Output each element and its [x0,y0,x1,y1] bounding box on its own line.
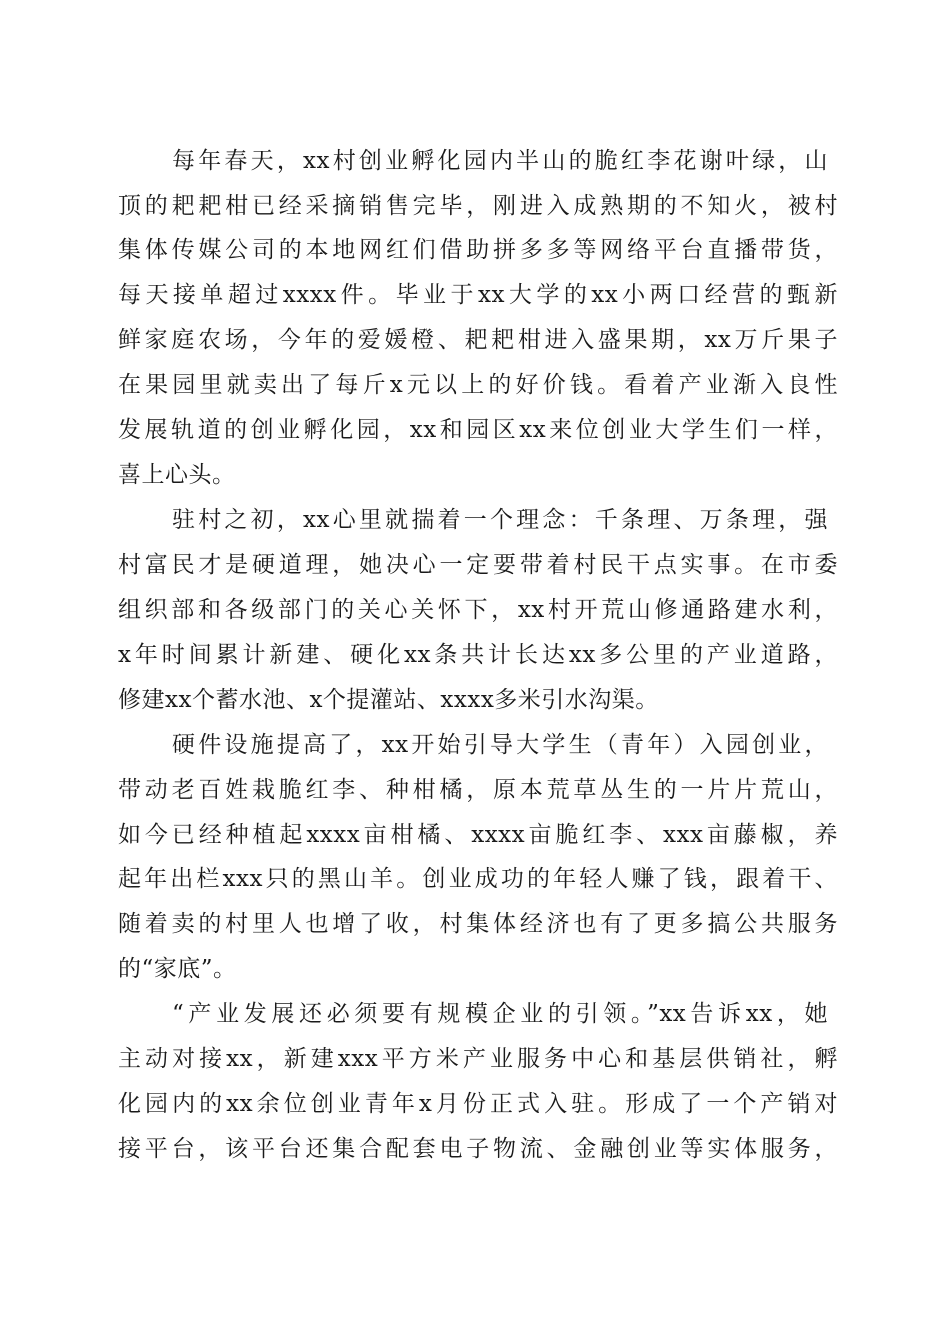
text-line: 每年春天，xx村创业孵化园内半山的脆红李花谢叶绿，山 [172,148,828,174]
text-line: 带动老百姓栽脆红李、种柑橘，原本荒草丛生的一片片荒山， [118,777,838,803]
text-line: 化园内的xx余位创业青年x月份正式入驻。形成了一个产销对 [118,1091,838,1117]
text-line: 随着卖的村里人也增了收，村集体经济也有了更多搞公共服务 [118,911,838,937]
text-line: “产业发展还必须要有规模企业的引领。”xx告诉xx，她 [172,1001,828,1027]
text-line: 顶的耙耙柑已经采摘销售完毕，刚进入成熟期的不知火，被村 [118,193,838,219]
text-line: 接平台，该平台还集合配套电子物流、金融创业等实体服务， [118,1136,838,1162]
text-line: 起年出栏xxx只的黑山羊。创业成功的年轻人赚了钱，跟着干、 [118,866,838,892]
text-line: 主动对接xx，新建xxx平方米产业服务中心和基层供销社，孵 [118,1046,838,1072]
text-line: 的“家底”。 [118,956,237,982]
text-line: 硬件设施提高了，xx开始引导大学生（青年）入园创业， [172,732,828,758]
text-line: 村富民才是硬道理，她决心一定要带着村民干点实事。在市委 [118,552,838,578]
text-line: 集体传媒公司的本地网红们借助拼多多等网络平台直播带货， [118,237,838,263]
text-line: 发展轨道的创业孵化园，xx和园区xx来位创业大学生们一样， [118,417,838,443]
text-line: 在果园里就卖出了每斤x元以上的好价钱。看着产业渐入良性 [118,372,838,398]
text-line: 喜上心头。 [118,462,236,488]
text-line: 每天接单超过xxxx件。毕业于xx大学的xx小两口经营的甄新 [118,282,838,308]
text-line: 驻村之初，xx心里就揣着一个理念：千条理、万条理，强 [172,507,828,533]
text-line: 如今已经种植起xxxx亩柑橘、xxxx亩脆红李、xxx亩藤椒，养 [118,822,838,848]
text-line: x年时间累计新建、硬化xx条共计长达xx多公里的产业道路， [118,642,838,668]
text-line: 修建xx个蓄水池、x个提灌站、xxxx多米引水沟渠。 [118,687,659,713]
text-line: 组织部和各级部门的关心关怀下，xx村开荒山修通路建水利， [118,597,838,623]
text-line: 鲜家庭农场，今年的爱媛橙、耙耙柑进入盛果期，xx万斤果子 [118,327,838,353]
